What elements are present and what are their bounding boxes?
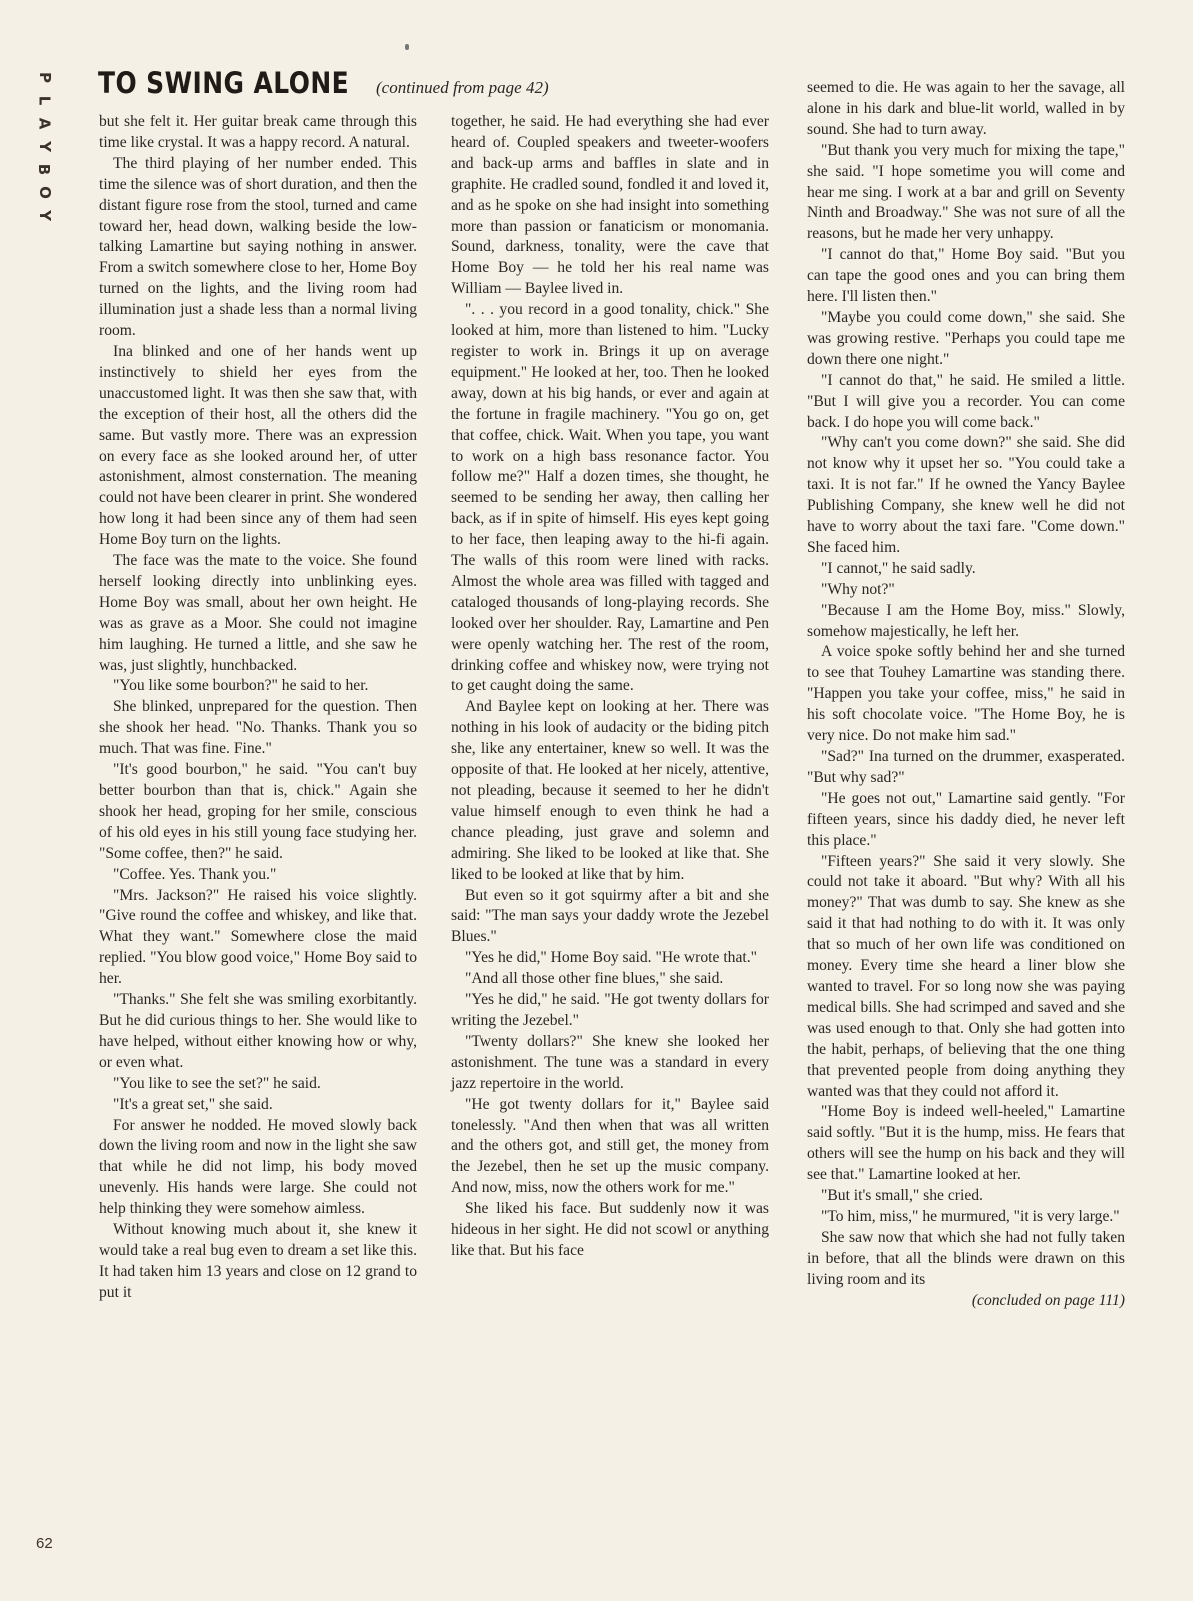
article-headline xyxy=(98,66,549,100)
paragraph: The face was the mate to the voice. She found herself looking directly into unblinking eyes. Home Boy was small, about her own height. He was as grave as a Moor. She could not imagine him laughing. He turned a little, and she saw he was, just slightly, hunchbacked. xyxy=(99,552,417,674)
vertical-letter: Y xyxy=(35,141,54,152)
vertical-letter: P xyxy=(35,72,54,83)
paragraph: A voice spoke softly behind her and she turned to see that Touhey Lamartine was standing there. "Happen you take your coffee, miss," he said in his soft chocolate voice. "The Home Boy, he is very nice. Do not make him sad." xyxy=(807,643,1125,745)
paragraph: "It's good bourbon," he said. "You can't buy better bourbon than that is, chick." Again she shook her head, groping for her smile, conscious of his old eyes in his still young face studying her. "Some coffee, then?" he said. xyxy=(99,761,417,862)
paragraph: "It's a great set," she said. xyxy=(113,1095,273,1113)
paragraph: "Yes he did," he said. "He got twenty dollars for writing the Jezebel." xyxy=(451,991,769,1029)
paragraph: but she felt it. Her guitar break came through this time like crystal. It was a happy record. A natural. xyxy=(99,113,417,151)
paragraph: But even so it got squirmy after a bit and she said: "The man says your daddy wrote the Jezebel Blues." xyxy=(451,886,769,946)
paragraph: ". . . you record in a good tonality, chick." She looked at him, more than listened to him. "Lucky register to work in. Brings it up on average equipment." He looked at her, too. Then he looked away, down at his big hands, or ever and again at the fortune in fragile machinery. "You go on, get that coffee, chick. Wait. When you tape, you want to work on a high bass resonance factor. You follow me?" Half a dozen times, she thought, he seemed to be sending her away, then calling her back, as if in spite of himself. His eyes kept going to her face, then leaping away to the hi-fi again. The walls of this room were lined with racks. Almost the whole area was filled with tagged and cataloged thousands of long-playing records. She looked over her shoulder. Ray, Lamartine and Pen were openly watching her. The rest of the room, drinking coffee and whiskey now, were trying not to get caught doing the same. xyxy=(451,301,769,695)
continued-note: (continued from page 42) xyxy=(376,78,549,97)
vertical-letter: Y xyxy=(35,210,54,221)
printing-mark xyxy=(405,44,409,50)
paragraph: together, he said. He had everything she had ever heard of. Coupled speakers and tweeter-woofers and back-up arms and baffles in slate and in graphite. He cradled sound, fondled it and loved it, and as he spoke on she had insight into something more than passion or fanaticism or monomania. Sound, darkness, tonality, were the cave that Home Boy — he told her his real name was William — Baylee lived in. xyxy=(451,113,769,298)
vertical-letter: O xyxy=(35,186,54,199)
text-column-2 xyxy=(451,112,769,1262)
paragraph: "Why not?" xyxy=(821,580,895,598)
paragraph: "Coffee. Yes. Thank you." xyxy=(113,865,277,883)
page-number: 62 xyxy=(36,1535,53,1552)
vertical-letter: B xyxy=(35,163,54,176)
paragraph: Without knowing much about it, she knew it would take a real bug even to dream a set like this. It had taken him 13 years and close on 12 grand to put it xyxy=(99,1221,417,1301)
concluded-note: (concluded on page 111) xyxy=(971,1291,1125,1309)
paragraph: "You like some bourbon?" he said to her. xyxy=(113,677,369,695)
paragraph: She saw now that which she had not fully taken in before, that all the blinds were drawn on this living room and its xyxy=(807,1228,1125,1288)
paragraph: "Why can't you come down?" she said. She did not know why it upset her so. "You could take a taxi. It is not far." If he owned the Yancy Baylee Publishing Company, she knew well he did not have to worry about the taxi fare. "Come down." She faced him. xyxy=(807,434,1125,556)
article-title: TO SWING ALONE xyxy=(98,66,350,100)
paragraph: "You like to see the set?" he said. xyxy=(113,1074,321,1092)
paragraph: "Yes he did," Home Boy said. "He wrote that." xyxy=(465,949,757,967)
paragraph: "I cannot," he said sadly. xyxy=(821,559,976,577)
paragraph: seemed to die. He was again to her the savage, all alone in his dark and blue-lit world, walled in by sound. She had to turn away. xyxy=(807,79,1125,138)
paragraph: "I cannot do that," Home Boy said. "But you can tape the good ones and you can bring them here. I'll listen then." xyxy=(807,246,1125,306)
paragraph: For answer he nodded. He moved slowly back down the living room and now in the light she saw that while he did not limp, his body moved unevenly. His hands were large. She could not help thinking they were somehow aimless. xyxy=(99,1116,417,1218)
paragraph: "And all those other fine blues," she said. xyxy=(465,970,724,988)
paragraph: "Because I am the Home Boy, miss." Slowly, somehow majestically, he left her. xyxy=(807,601,1125,640)
paragraph: "He goes not out," Lamartine said gently. "For fifteen years, since his daddy died, he never left this place." xyxy=(807,789,1125,849)
paragraph: "He got twenty dollars for it," Baylee said tonelessly. "And then when that was all written and the others got, and still get, the money from the Jezebel, then he set up the music company. And now, miss, now the others work for me." xyxy=(451,1095,769,1197)
paragraph: "Twenty dollars?" She knew she looked her astonishment. The tune was a standard in every jazz repertoire in the world. xyxy=(451,1032,769,1092)
paragraph: "Fifteen years?" She said it very slowly. She could not take it aboard. "But why? With all his money?" That was dumb to say. She knew as she said it that had nothing to do with it. It was only that so much of her own life was conditioned on money. Every time she heard a liner blow she wanted to travel. For so long now she was paying medical bills. She had scrimped and saved and she was used enough to that. Only she had gotten into the habit, perhaps, of believing that the one thing that prevented people from doing anything they wanted was that they could not afford it. xyxy=(807,852,1125,1100)
paragraph: "To him, miss," he murmured, "it is very large." xyxy=(821,1207,1120,1225)
text-column-3 xyxy=(807,78,1125,1311)
paragraph: "Thanks." She felt she was smiling exorbitantly. But he did curious things to her. She would like to have helped, without either knowing how or why, or even what. xyxy=(99,991,417,1071)
vertical-letter: A xyxy=(35,117,54,130)
paragraph: "But thank you very much for mixing the tape," she said. "I hope sometime you will come and hear me sing. I work at a bar and grill on Seventy Ninth and Broadway." She was not sure of all the reasons, but he made her very unhappy. xyxy=(807,141,1125,243)
paragraph: "But it's small," she cried. xyxy=(821,1187,983,1205)
paragraph: She blinked, unprepared for the question. Then she shook her head. "No. Thanks. Thank you so much. That was fine. Fine." xyxy=(99,698,417,758)
magazine-vertical-logo xyxy=(36,66,52,227)
paragraph: "Home Boy is indeed well-heeled," Lamartine said softly. "But it is the hump, miss. He fears that others will see the hump on his back and they will see that." Lamartine looked at her. xyxy=(807,1103,1125,1184)
paragraph: Ina blinked and one of her hands went up instinctively to shield her eyes from the unaccustomed light. It was then she saw that, with the exception of their host, all the others did the same. But vastly more. There was an expression on every face as she looked around her, of utter astonishment, almost consternation. The meaning could not have been clearer in print. She wondered how long it had been since any of them had seen Home Boy turn on the lights. xyxy=(99,342,417,549)
paragraph: "Mrs. Jackson?" He raised his voice slightly. "Give round the coffee and whiskey, and like that. What they want." Somewhere close the maid replied. "You blow good voice," Home Boy said to her. xyxy=(99,886,417,988)
vertical-letter: L xyxy=(35,95,54,106)
text-column-1 xyxy=(99,112,417,1304)
paragraph: "I cannot do that," he said. He smiled a little. "But I will give you a recorder. You can come back. I do hope you will come back." xyxy=(807,371,1125,431)
paragraph: "Maybe you could come down," she said. She was growing restive. "Perhaps you could tape me down there one night." xyxy=(807,308,1125,368)
paragraph: She liked his face. But suddenly now it was hideous in her sight. He did not scowl or anything like that. But his face xyxy=(451,1200,769,1259)
paragraph: The third playing of her number ended. This time the silence was of short duration, and then the distant figure rose from the stool, turned and came toward her, head down, walking beside the low-talking Lamartine but saying nothing in answer. From a switch somewhere close to her, Home Boy turned on the lights, and the living room had illumination just a shade less than a normal living room. xyxy=(99,154,417,340)
paragraph: And Baylee kept on looking at her. There was nothing in his look of audacity or the biding pitch she, like any entertainer, knew so well. It was the opposite of that. He looked at her nicely, attentive, not pleading, because it seemed to her he didn't value himself enough to even think he had a chance pleading, just grave and solemn and admiring. She liked to be looked at like that. She liked to be looked at like that by him. xyxy=(451,698,769,883)
paragraph: "Sad?" Ina turned on the drummer, exasperated. "But why sad?" xyxy=(807,748,1125,786)
